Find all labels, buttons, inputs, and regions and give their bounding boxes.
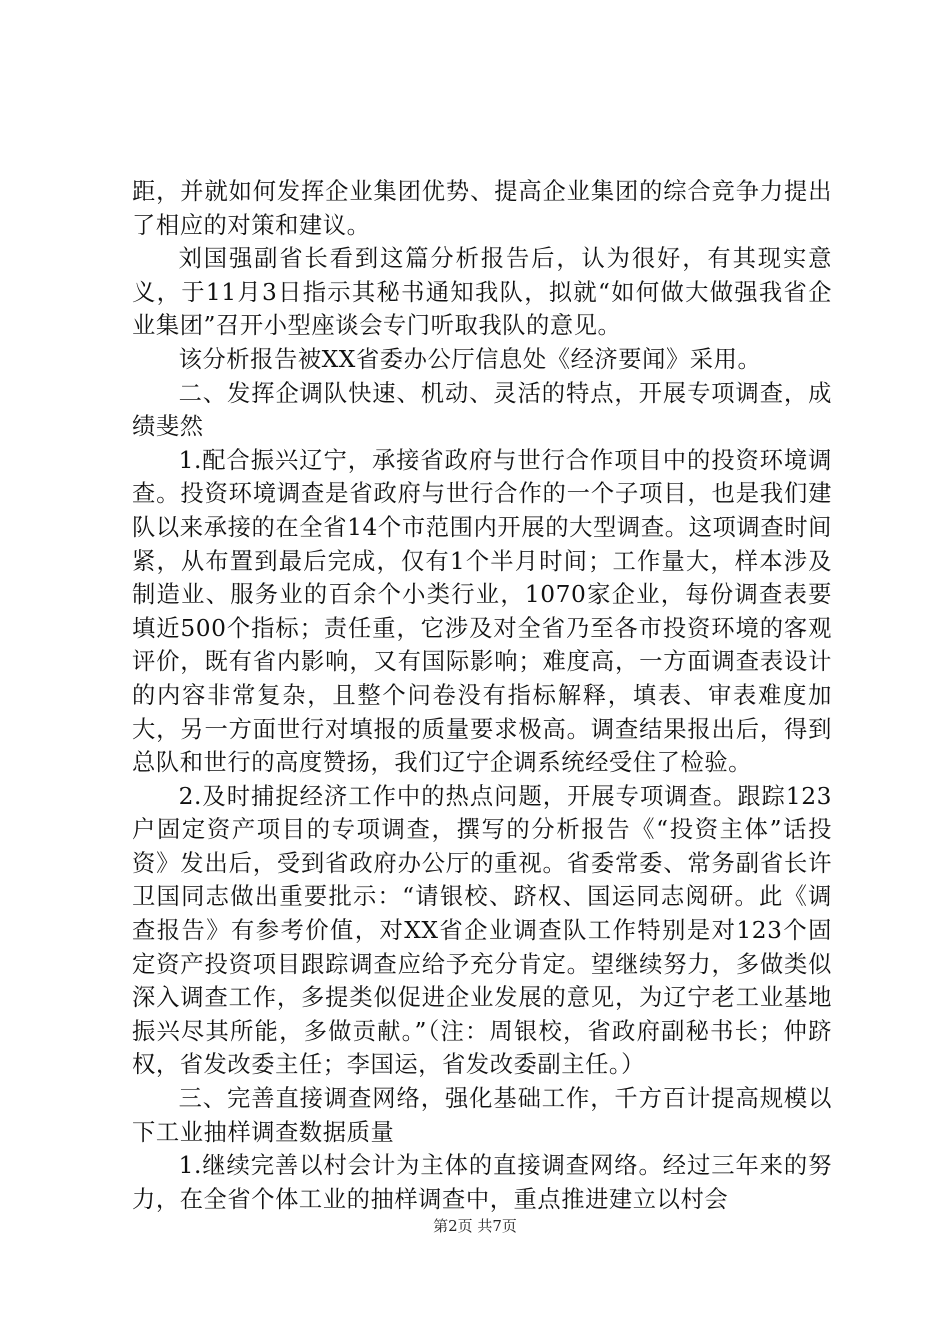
document-body [132,175,832,1216]
section-heading: 二、发挥企调队快速、机动、灵活的特点，开展专项调查，成绩斐然 [132,379,832,441]
paragraph: 距，并就如何发挥企业集团优势、提高企业集团的综合竞争力提出了相应的对策和建议。 [132,178,832,239]
paragraph: 1.配合振兴辽宁，承接省政府与世行合作项目中的投资环境调查。投资环境调查是省政府与世行合作的一个子项目，也是我们建队以来承接的在全省14个市范围内开展的大型调查。这项调查时间紧，从布置到最后完成，仅有1个半月时间；工作量大，样本涉及制造业、服务业的百余个小类行业，1070家企业，每份调查表要填近500个指标；责任重，它涉及对全省乃至各市投资环境的客观评价，既有省内影响，又有国际影响；难度高，一方面调查表设计的内容非常复杂，且整个问卷没有指标解释，填表、审表难度加大，另一方面世行对填报的质量要求极高。调查结果报出后，得到总队和世行的高度赞扬，我们辽宁企调系统经受住了检验。 [132,446,832,777]
section-heading: 三、完善直接调查网络，强化基础工作，千方百计提高规模以下工业抽样调查数据质量 [132,1085,832,1146]
paragraph: 该分析报告被XX省委办公厅信息处《经济要闻》采用。 [178,345,762,373]
page-footer [0,1216,950,1236]
paragraph: 刘国强副省长看到这篇分析报告后，认为很好，有其现实意义，于11月3日指示其秘书通知我队，拟就“如何做大做强我省企业集团”召开小型座谈会专门听取我队的意见。 [132,245,832,340]
paragraph: 2.及时捕捉经济工作中的热点问题，开展专项调查。跟踪123户固定资产项目的专项调查，撰写的分析报告《“投资主体”话投资》发出后，受到省政府办公厅的重视。省委常委、常务副省长许卫国同志做出重要批示：“请银校、跻权、国运同志阅研。此《调查报告》有参考价值，对XX省企业调查队工作特别是对123个固定资产投资项目跟踪调查应给予充分肯定。望继续努力，多做类似深入调查工作，多提类似促进企业发展的意见，为辽宁老工业基地振兴尽其所能，多做贡献。”（注：周银校，省政府副秘书长；仲跻权，省发改委主任；李国运，省发改委副主任。） [132,782,832,1079]
page-number: 第2页 共7页 [433,1217,517,1235]
paragraph: 1.继续完善以村会计为主体的直接调查网络。经过三年来的努力，在全省个体工业的抽样调查中，重点推进建立以村会 [132,1152,832,1213]
